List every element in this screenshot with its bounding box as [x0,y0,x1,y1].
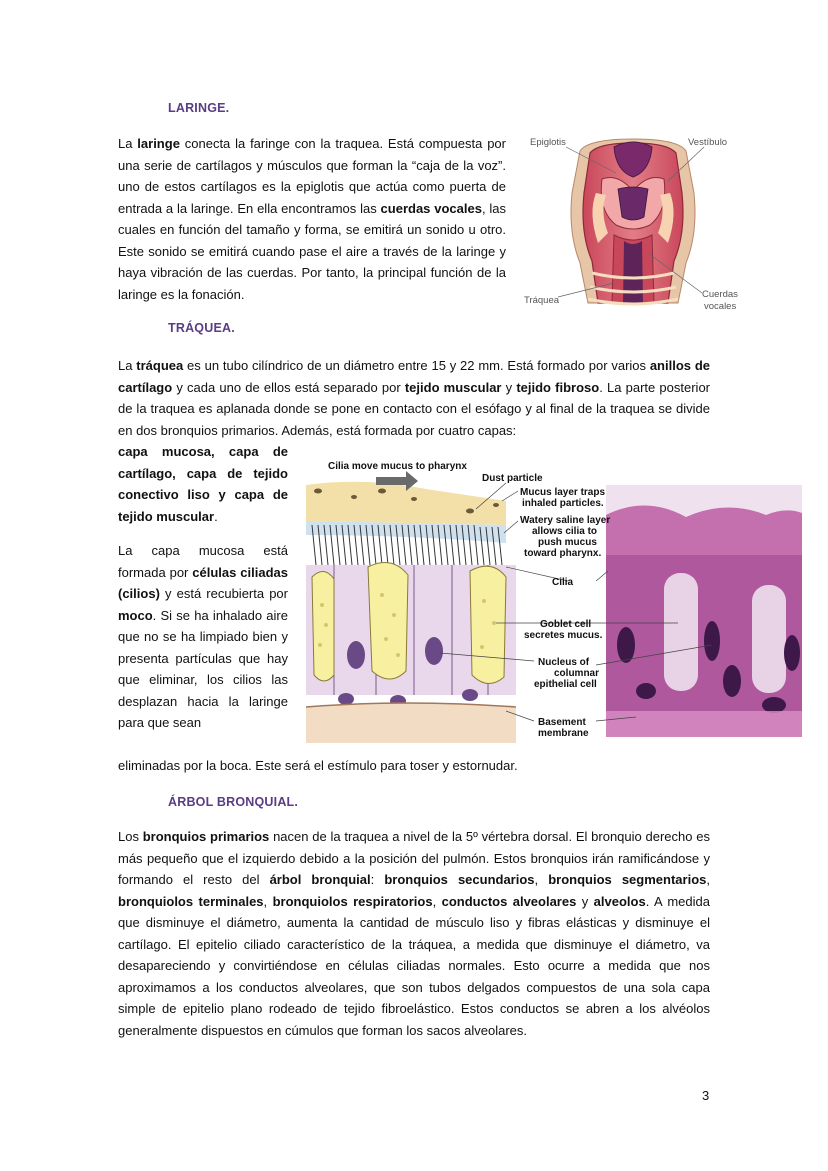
label-cilia: Cilia [552,577,574,588]
bold-term: células ciliadas (cilios) [118,564,288,601]
paragraph-larynx [118,133,506,305]
label-nucleus-2: columnar [554,668,600,679]
heading-bronchial-tree: ÁRBOL BRONQUIAL. [168,795,299,809]
paragraph-bronchial [118,826,710,1041]
label-cilia-move: Cilia move mucus to pharynx [328,461,467,472]
bold-term: tejido fibroso [516,379,600,395]
bold-term: bronquios segmentarios [548,872,707,887]
text-run: . [214,508,218,524]
bold-term: capa mucosa, capa de cartílago, capa de tejido conectivo liso y capa de tejido muscular [118,444,288,524]
label-dust: Dust particle [482,473,543,484]
bold-term: bronquios secundarios [384,872,535,887]
text-run: y está recubierta por [159,586,288,601]
bold-term: tejido muscular [404,379,502,395]
text-run: es un tubo cilíndrico de un diámetro entre 15 y 22 mm. Está formado por varios [183,358,650,373]
page-number: 3 [702,1088,710,1103]
text-run: y [501,379,517,395]
label-mucus-1: Mucus layer traps [520,487,606,498]
bold-term: bronquiolos terminales [118,893,264,909]
label-trachea: Tráquea [524,295,560,306]
text-run: , las cuales en función del tamaño y forma, se emitirá un sonido u otro. Este sonido se emitirá cuando pase el aire a través de la laringe y haya vibración de las cuerdas. Por tanto, la principal función de la laringe es la fonación. [118,200,506,302]
label-vocal-cords-2: vocales [704,301,737,312]
text-run: . La parte posterior de la traquea es aplanada donde se pone en contacto con el esófago y al final de la traquea se divide en dos bronquios primarios. Además, está formada por cuatro capas: [118,379,710,438]
label-mucus-2: inhaled particles. [522,498,604,509]
text-run: : [370,872,385,887]
label-vocal-cords-1: Cuerdas [702,289,738,300]
text-run: y cada uno de ellos está separado por [172,379,405,395]
label-basement-1: Basement [538,717,586,728]
label-watery-4: toward pharynx. [524,548,602,559]
text-run: Los [118,829,143,844]
paragraph-trachea-layers [118,441,288,527]
text-run: La [118,358,137,373]
text-run: nacen de la traquea a nivel de la 5º vértebra dorsal. El bronquio derecho es más pequeño que el izquierdo debido a la posición del pulmón. Estos bronquios irán ramificándose y formando el resto del [118,829,710,887]
label-goblet-2: secretes mucus. [524,630,603,641]
text-run: y [576,893,594,909]
paragraph-trachea-end: eliminadas por la boca. Este será el estímulo para toser y estornudar. [118,758,518,773]
text-run: La capa mucosa está formada por [118,543,288,580]
bold-term: alveolos [593,893,646,909]
label-watery-1: Watery saline layer [520,515,611,526]
bold-term: laringe [137,136,180,151]
cilia-figure [306,455,802,743]
bold-term: árbol bronquial [269,872,371,887]
bold-term: tráquea [136,358,184,373]
label-basement-2: membrane [538,728,589,739]
label-watery-3: push mucus [538,537,597,548]
text-run: conecta la faringe con la traquea. Está compuesta por una serie de cartílagos y músculos que forman la “caja de la voz”. uno de estos cartílagos es la epiglotis que actúa como puerta de entrada a la laringe. En ella encontramos las [118,136,506,216]
paragraph-trachea-1 [118,355,710,441]
text-run: , [263,893,273,909]
bold-term: moco [118,607,153,623]
label-vestibule: Vestíbulo [688,137,728,148]
heading-trachea: TRÁQUEA. [168,321,235,335]
bold-term: conductos alveolares [441,893,577,909]
text-run: , [534,872,549,887]
label-watery-2: allows cilia to [532,526,598,537]
label-goblet-1: Goblet cell [540,619,592,630]
label-nucleus-3: epithelial cell [534,679,597,690]
text-run: La [118,136,138,151]
paragraph-trachea-mucosa [118,540,288,734]
label-nucleus-1: Nucleus of [538,657,590,668]
bold-term: bronquios primarios [142,829,270,844]
bold-term: cuerdas vocales [380,200,482,216]
bold-term: anillos de cartílago [118,358,710,395]
text-run: , [432,893,442,909]
larynx-figure [518,133,750,313]
text-run: , [706,872,710,887]
text-run: . A medida que disminuye el diámetro, aumenta la cantidad de músculo liso y fibras elásticas y disminuye el cartílago. El epitelio ciliado característico de la tráquea, a medida que disminuye el diámetro, va desapareciendo y convirtiéndose en células ciliadas normales. Esto ocurre a medida que nos aproximamos a los conductos alveolares, que son tubos delgados compuestos de una sola capa simple de epitelio plano rodeado de tejido fibroelástico. Estos conductos se abren a los alvéolos generalmente dispuestos en cúmulos que forman los sacos alveolares. [118,893,710,1038]
text-run: . Si se ha inhalado aire que no se ha limpiado bien y presenta partículas que hay que eliminar, los cilios las desplazan hacia la laringe para que sean [118,607,288,730]
heading-larynx: LARINGE. [168,101,230,115]
label-epiglottis: Epiglotis [530,137,566,148]
bold-term: bronquiolos respiratorios [272,893,433,909]
